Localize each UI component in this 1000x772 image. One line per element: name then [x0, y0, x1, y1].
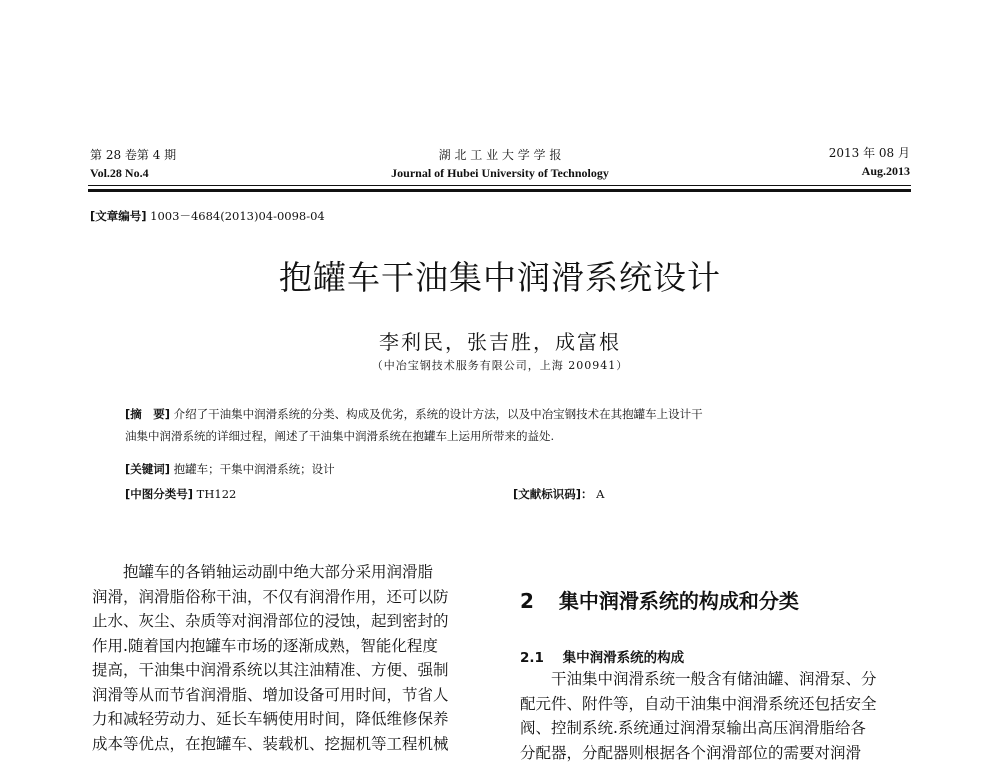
body-line: 阀、控制系统.系统通过润滑泵输出高压润滑脂给各	[520, 719, 866, 737]
abstract-text-2: 油集中润滑系统的详细过程，阐述了干油集中润滑系统在抱罐车上运用所带来的益处.	[125, 429, 555, 443]
document-code	[513, 483, 604, 505]
classification-label: [中图分类号]	[125, 487, 194, 501]
issue-date-cn: 2013 年 08 月	[828, 146, 910, 160]
body-line: 干油集中润滑系统一般含有储油罐、润滑泵、分	[520, 670, 877, 688]
body-line: 润滑等从而节省润滑脂、增加设备可用时间，节省人	[92, 685, 449, 704]
article-number	[90, 205, 325, 227]
section-2-title: 集中润滑系统的构成和分类	[558, 589, 799, 613]
body-line: 力和减轻劳动力、延长车辆使用时间，降低维修保养	[92, 710, 449, 728]
body-line: 润滑，润滑脂俗称干油，不仅有润滑作用，还可以防	[92, 587, 449, 606]
article-number-label: [文章编号]	[90, 209, 147, 223]
section-2-number: 2	[520, 589, 534, 613]
journal-name-en: Journal of Hubei University of Technology	[391, 166, 609, 180]
paper-title: 抱罐车干油集中润滑系统设计	[279, 258, 721, 297]
section-2-heading	[520, 585, 799, 614]
body-line: 作用.随着国内抱罐车市场的逐渐成熟，智能化程度	[92, 636, 438, 655]
left-column	[92, 560, 467, 756]
keywords	[125, 458, 335, 480]
document-code-label: [文献标识码]：	[513, 487, 593, 501]
abstract-label: [摘 要]	[125, 407, 171, 421]
classification-value: TH122	[196, 487, 237, 501]
affiliation: （中冶宝钢技术服务有限公司，上海 200941）	[371, 359, 629, 372]
journal-name-cn: 湖 北 工 业 大 学 学 报	[438, 148, 562, 162]
document-code-value: A	[596, 487, 605, 501]
body-line: 抱罐车的各销轴运动副中绝大部分采用润滑脂	[92, 563, 434, 581]
header-rule-thin	[88, 185, 911, 186]
issue-date-en: Aug.2013	[861, 164, 910, 178]
abstract	[125, 403, 895, 447]
abstract-line-1	[125, 403, 895, 425]
body-line: 提高，干油集中润滑系统以其注油精准、方便、强制	[92, 661, 449, 679]
body-line: 配元件、附件等，自动干油集中润滑系统还包括安全	[520, 694, 877, 713]
article-number-value: 1003－4684(2013)04-0098-04	[150, 209, 325, 223]
authors: 李利民，张吉胜，成富根	[379, 330, 621, 354]
right-column	[520, 667, 910, 765]
classification-number	[125, 483, 236, 505]
volume-issue-en: Vol.28 No.4	[90, 166, 149, 180]
section-2-1-number: 2.1	[520, 650, 544, 666]
keywords-value: 抱罐车；干集中润滑系统；设计	[173, 462, 335, 476]
keywords-label: [关键词]	[125, 462, 171, 476]
header-rule-thick	[88, 189, 911, 192]
volume-issue-cn: 第 28 卷第 4 期	[90, 148, 177, 162]
body-line: 成本等优点，在抱罐车、装载机、挖掘机等工程机械	[92, 734, 449, 753]
abstract-text-1: 介绍了干油集中润滑系统的分类、构成及优劣，系统的设计方法，以及中冶宝钢技术在其抱罐车上设计干	[173, 407, 703, 421]
body-line: 止水、灰尘、杂质等对润滑部位的浸蚀，起到密封的	[92, 612, 449, 630]
body-line: 分配器，分配器则根据各个润滑部位的需要对润滑	[520, 743, 862, 762]
section-2-1-heading	[520, 646, 684, 666]
section-2-1-title: 集中润滑系统的构成	[562, 650, 685, 666]
